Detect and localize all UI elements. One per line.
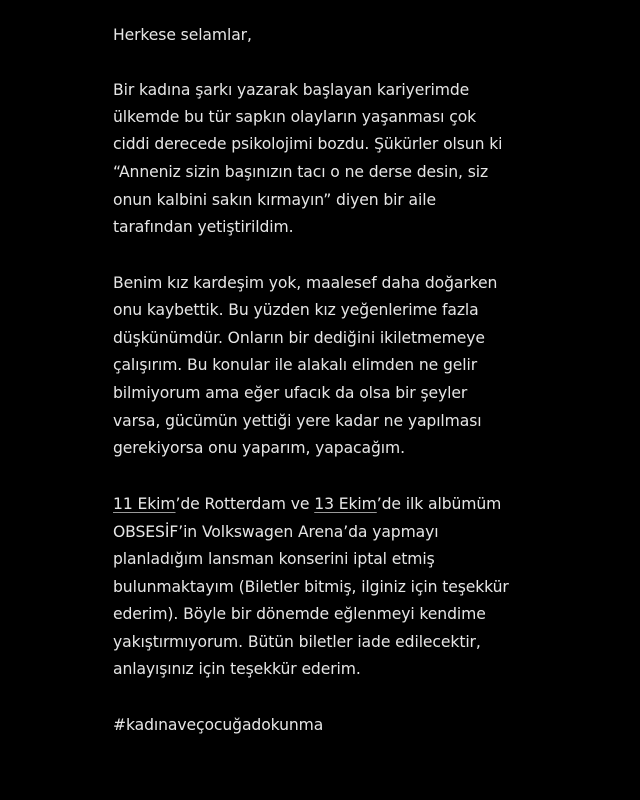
text-line: Bir kadına şarkı yazarak başlayan kariyerimde [113, 81, 470, 99]
date-link-13-ekim[interactable]: 13 Ekim [314, 495, 377, 513]
text-line: onu kaybettik. Bu yüzden kız yeğenlerime fazla [113, 301, 479, 319]
text-line: düşkünümdür. Onların bir dediğini ikiletmemeye [113, 329, 485, 347]
text-line: tarafından yetiştirildim. [113, 218, 294, 236]
date-link-11-ekim[interactable]: 11 Ekim [113, 495, 176, 513]
text-line [113, 494, 501, 514]
text-line: onun kalbini sakın kırmayın” diyen bir aile [113, 191, 436, 209]
text-line: bulunmaktayım (Biletler bitmiş, ilginiz için teşekkür [113, 578, 509, 596]
text-line: “Anneniz sizin başınızın tacı o ne derse desin, siz [113, 163, 489, 181]
text-line: planladığım lansman konserini iptal etmiş [113, 550, 435, 568]
text-line: OBSESİF’in Volkswagen Arena’da yapmayı [113, 523, 439, 541]
text-fragment: ’de ilk albümüm [376, 495, 502, 513]
greeting: Herkese selamlar, [113, 26, 252, 44]
text-line: ülkemde bu tür sapkın olayların yaşanması çok [113, 108, 477, 126]
text-line: anlayışınız için teşekkür ederim. [113, 660, 361, 678]
text-line: bilmiyorum ama eğer ufacık da olsa bir şeyler [113, 384, 468, 402]
text-line: ederim). Böyle bir dönemde eğlenmeyi kendime [113, 605, 486, 623]
text-line: Benim kız kardeşim yok, maalesef daha doğarken [113, 274, 498, 292]
text-line: ciddi derecede psikolojimi bozdu. Şükürler olsun ki [113, 135, 503, 153]
text-line: çalışırım. Bu konular ile alakalı elimden ne gelir [113, 356, 478, 374]
text-line: varsa, gücümün yettiği yere kadar ne yapılması [113, 412, 482, 430]
hashtag[interactable]: #kadınaveçocuğadokunma [113, 716, 324, 734]
text-line: yakıştırmıyorum. Bütün biletler iade edilecektir, [113, 633, 481, 651]
text-fragment: ’de Rotterdam ve [175, 495, 315, 513]
text-line: gerekiyorsa onu yaparım, yapacağım. [113, 439, 405, 457]
